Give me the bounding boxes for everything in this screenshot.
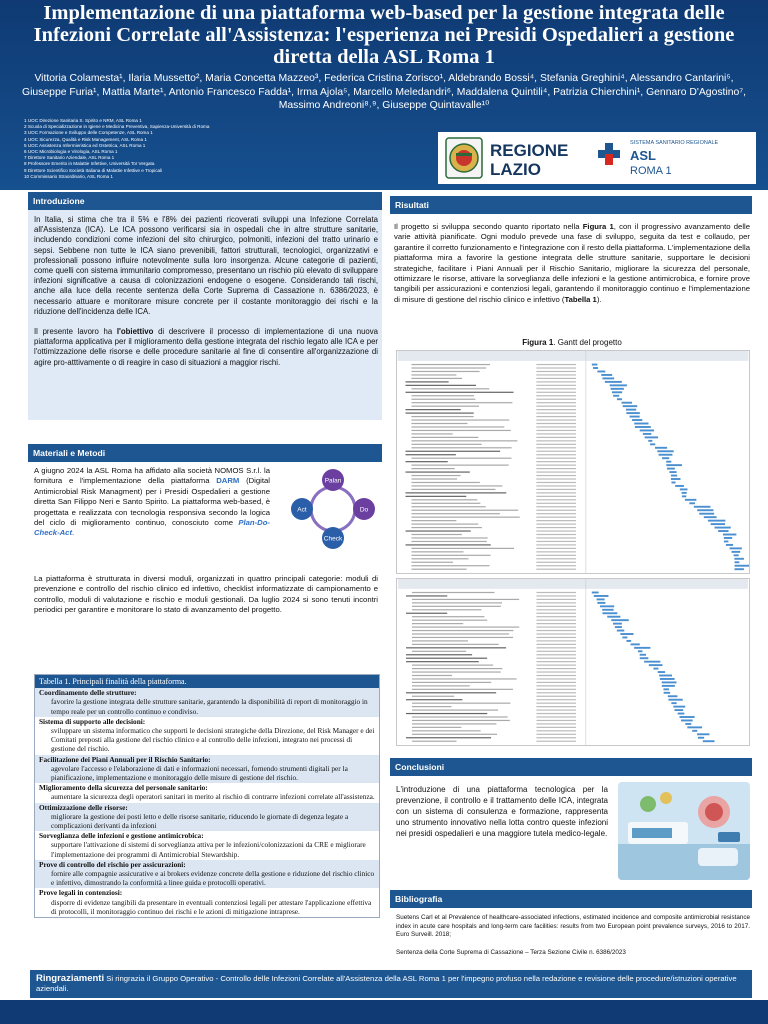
figure-1-caption: Figura 1. Gantt del progetto (522, 338, 622, 347)
gantt-task-row (411, 499, 696, 501)
gantt-task-row (411, 565, 750, 567)
affiliation-item: 5 UOC Assistenza Infermieristica ed Ostetrica, ASL Roma 1 (24, 142, 146, 148)
table-row-heading: Ottimizzazione delle risorse: (39, 802, 128, 812)
table-1-caption: Tabella 1. Principali finalità della piattaforma. (35, 675, 379, 688)
gantt-bar (666, 464, 682, 466)
gantt-task-row (412, 616, 620, 618)
gantt-bar (622, 402, 632, 404)
gantt-bar (617, 398, 622, 400)
gantt-bar (602, 612, 617, 614)
gantt-task-row (406, 384, 627, 386)
asl-logo-line2: ROMA 1 (630, 165, 672, 177)
gantt-bar (634, 423, 648, 425)
gantt-task-row (411, 364, 597, 366)
gantt-task-row (411, 540, 728, 542)
gantt-task-row (406, 737, 704, 739)
gantt-task-row (412, 706, 685, 708)
gantt-task-row (412, 650, 643, 652)
intro-paragraph-2: Il presente lavoro ha l'obiettivo di descrivere il processo di implementazione di una nuova piattaforma applicativa per il miglioramento della gestione integrata del rischio legato alle ICA e per l'ottimizzazione delle risorse e delle procedure sanitarie al fine di consentire all'organizzazione di agire pro-atttivamente o di reagire in caso di situazioni a maggior rischi. (34, 327, 378, 367)
gantt-task-row (412, 720, 693, 722)
gantt-bar (597, 602, 605, 604)
gantt-task-row (412, 695, 678, 697)
gantt-bar (724, 537, 732, 539)
gantt-task-row (411, 554, 738, 556)
gantt-bar (689, 502, 695, 504)
gantt-task-row (411, 485, 683, 487)
table-row (35, 717, 379, 755)
gantt-task-row (412, 605, 614, 607)
gantt-bar (653, 668, 658, 670)
gantt-task-row (411, 440, 652, 442)
affiliation-item: 6 UOC Microbiologia e Virologia, ASL Roma 1 (24, 149, 118, 155)
gantt-bar (735, 565, 750, 567)
pdca-do: Do (359, 506, 369, 514)
table-row-heading: Miglioramento della sicurezza del personale sanitario: (39, 783, 208, 793)
methods-paragraph-2: La piattaforma è strutturata in diversi moduli, organizzati in quattro principali categorie: moduli di prevenzione e controllo del rischio clinico ed infettivo, checklist informatizzate di campionamento e controllo, moduli di valutazione e rischio e moduli gestionali. Da luglio 2024 si sono tenuti incontri periodici per garantire e monitorare lo stato di avanzamento del progetto. (34, 574, 378, 615)
gantt-bar (662, 685, 675, 687)
gantt-task-row (412, 619, 629, 621)
darm-name: DARM (216, 476, 240, 486)
gantt-task-row (411, 436, 658, 438)
gantt-bar (659, 454, 673, 456)
gantt-task-row (411, 482, 675, 484)
table-row-text: agevolare l'accesso e l'elaborazione di dati e informazioni necessari, fornendo strumenti digitali per la pianificazione, implementazione e monitoraggio delle misure di gestione del rischio. (51, 763, 348, 783)
gantt-bar (671, 475, 677, 477)
gantt-bar (593, 367, 598, 369)
gantt-task-row (412, 609, 614, 611)
gantt-bar (597, 371, 605, 373)
gantt-bar (726, 544, 733, 546)
gantt-task-row (406, 381, 622, 383)
gantt-bar (640, 657, 649, 659)
poster-title: Implementazione di una piattaforma web-based per la gestione integrata delle Infezioni Correlate all'Assistenza: l'esperienza nei Presidi Ospedalieri a gestione diretta della ASL Roma 1 (33, 2, 735, 68)
gantt-task-row (411, 416, 639, 418)
pdca-plan: Palan (324, 477, 342, 485)
gantt-task-row (412, 640, 631, 642)
gantt-task-row (411, 395, 619, 397)
gantt-task-row (411, 374, 612, 376)
gantt-task-row (411, 520, 725, 522)
gantt-bar (602, 377, 614, 379)
gantt-task-row (406, 657, 648, 659)
acknowledgements: Ringraziamenti Si ringrazia il Gruppo Operativo - Controllo delle Infezioni Correlate all'Assistenza della ASL Roma 1 per l'impegno profuso nella redazione e revisione delle procedure/istruzioni operative aziendali. (30, 970, 752, 998)
methods-heading: Materiali e Metodi (28, 444, 382, 462)
gantt-task-row (412, 733, 710, 735)
affiliation-item: 1 UOC Direzione Sanitaria S. Spirito e NRM, ASL Roma 1 (24, 118, 142, 123)
gantt-bar (708, 520, 725, 522)
gantt-bar (640, 654, 646, 656)
results-paragraph: Il progetto si sviluppa secondo quanto riportato nella Figura 1, con il progressivo avanzamento delle varie attività pianificate. Ogni modulo prevede una fase di sviluppo, seguita da test e collaudo, per garantire il corretto funzionamento e l'integrazione con il resto della piattaforma. L'implementazione della piattaforma mira a favorire la gestione integrata delle strutture sanitarie, supportare le decisioni strategiche, facilitare i Piani Annuali per il Rischio Sanitario, migliorare la sicurezza del personale, ottimizzare le risorse, attivare la sorveglianza delle infezioni e la gestione antimicrobica, e fornire prove tangibili per assicurazioni e contenziosi legali, garantendo il monitoraggio continuo e l'implementazione di misure di gestione del rischio clinico e infettivo (Tabella 1). (394, 222, 751, 304)
gantt-task-row (411, 534, 736, 536)
table-row-text: migliorare la gestione dei posti letto e delle risorse sanitarie, riducendo le giornate di degenza legate a complicazioni derivanti da infezioni (51, 811, 349, 831)
gantt-task-row (406, 713, 684, 715)
gantt-task-row (411, 402, 632, 404)
gantt-chart-part-1 (396, 350, 750, 574)
affiliation-item: 7 Direttore Sanitario Aziendale, ASL Roma 1 (24, 155, 115, 161)
gantt-bar (671, 478, 681, 480)
gantt-bar (645, 436, 658, 438)
gantt-bar (699, 513, 714, 515)
gantt-task-row (411, 475, 677, 477)
gantt-task-row (406, 461, 672, 463)
gantt-task-row (411, 388, 623, 390)
gantt-task-row (411, 429, 654, 431)
affiliation-item: 8 Professore Emerito in Malattie Infettive, Università Tor Vergata (24, 161, 155, 167)
gantt-chart-part-2 (396, 578, 750, 746)
gantt-task-row (411, 464, 682, 466)
gantt-task-row (406, 530, 729, 532)
gantt-task-row (411, 457, 669, 459)
gantt-task-row (411, 478, 680, 480)
gantt-bar (724, 540, 728, 542)
gantt-bar (734, 554, 739, 556)
gantt-bar (607, 616, 620, 618)
gantt-bar (626, 409, 636, 411)
gantt-bar (601, 374, 612, 376)
intro-text (34, 215, 378, 378)
gantt-bar (704, 516, 717, 518)
affiliation-list (24, 118, 404, 180)
gantt-bar (648, 440, 652, 442)
gantt-task-row (411, 371, 605, 373)
gantt-bar (682, 492, 687, 494)
gantt-bar (732, 551, 741, 553)
table-row-heading: Sorveglianza delle infezioni e gestione antimicrobica: (39, 831, 204, 841)
gantt-task-row (412, 602, 605, 604)
gantt-bar (635, 426, 651, 428)
gantt-bar (612, 391, 622, 393)
gantt-task-row (412, 630, 624, 632)
reference-2: Sentenza della Corte Suprema di Cassazione – Terza Sezione Civile n. 6386/2023 (396, 948, 626, 956)
asl-roma1-logo (594, 136, 754, 180)
gantt-bar (640, 429, 654, 431)
gantt-bar (657, 450, 673, 452)
gantt-bar (667, 468, 675, 470)
gantt-bar (664, 692, 670, 694)
gantt-bar (718, 530, 728, 532)
gantt-task-row (411, 516, 716, 518)
gantt-bar (650, 443, 655, 445)
gantt-task-row (411, 423, 648, 425)
gantt-bar (723, 534, 736, 536)
gantt-task-row (406, 495, 687, 497)
asl-logo-line1: ASL (630, 148, 656, 163)
bibliography-list (396, 914, 750, 967)
table-row-heading: Facilitazione dei Piani Annuali per il Rischio Sanitario: (39, 754, 211, 764)
gantt-bar (660, 678, 675, 680)
asl-logo-top: SISTEMA SANITARIO REGIONALE (630, 140, 719, 146)
gantt-bar (623, 405, 637, 407)
pdca-check: Check (323, 535, 343, 543)
gantt-bar (594, 595, 609, 597)
gantt-bar (658, 671, 665, 673)
table-row-text: disporre di evidenze tangibili da presentare in eventuali contenziosi legali per attestare l'applicazione effettiva di protocolli, il monitoraggio continuo dei rischi e le azioni di mitigazione intraprese. (51, 897, 372, 916)
table-row-text: supportare l'attivazione di sistemi di sorveglianza attiva per le infezioni/colonizzazioni da CRE e migliorare l'implementazione dei programmi di Antimicrobial Stewardship. (51, 840, 366, 859)
gantt-task-row (411, 547, 741, 549)
conclusions-text: L'introduzione di una piattaforma tecnologica per la prevenzione, il controllo e il trattamento delle ICA, integrata con un sistema di consulenza e formazione, rappresenta uno strumento innovativo nella lotta contro queste infezioni nei presidi ospedalieri e una maggiore tutela medico-legale. (396, 785, 608, 838)
gantt-bar (697, 733, 709, 735)
gantt-bar (675, 709, 684, 711)
gantt-bar (602, 609, 613, 611)
gantt-task-row (406, 699, 683, 701)
table-row (35, 688, 379, 717)
table-row-text: aumentare la sicurezza degli operatori sanitari in merito al rischio di contrarre infezioni correlate all'assistenza. (51, 792, 375, 802)
gantt-bar (698, 737, 704, 739)
gantt-task-row (412, 723, 691, 725)
table-row (35, 860, 379, 889)
pdca-name: Plan-Do-Check-Act (34, 518, 270, 538)
table-row-heading: Coordinamento delle strutture: (39, 688, 137, 698)
gantt-bar (662, 681, 677, 683)
gantt-task-row (411, 419, 642, 421)
footer-band (0, 1000, 768, 1024)
gantt-task-row (412, 675, 672, 677)
methods-paragraph-1: A giugno 2024 la ASL Roma ha affidato alla società NOMOS S.r.l. la fornitura e l'implementazione della piattaforma DARM (Digital Antimicrobial Risk Managment) per i Presidi Ospedalieri a gestione diretta San Filippo Neri e Santo Spirito. La piattaforma web-based, è progettata e realizzata con tecnologia responsiva secondo la logica del ciclo di miglioramento continuo, conosciuto come Plan-Do-Check-Act. (34, 466, 270, 538)
gantt-bar (668, 695, 678, 697)
gantt-bar (735, 568, 744, 570)
gantt-task-row (411, 468, 674, 470)
table-row-heading: Prove di controllo del rischio per assicurazioni: (39, 859, 186, 869)
gantt-task-row (411, 568, 743, 570)
lazio-logo-line2: LAZIO (490, 160, 541, 179)
gantt-bar (611, 619, 628, 621)
gantt-task-row (412, 637, 627, 639)
gantt-bar (631, 643, 640, 645)
gantt-task-row (406, 450, 674, 452)
gantt-task-row (412, 740, 715, 742)
affiliation-item: 2 Scuola di Specializzazione in Igiene e Medicina Preventiva, Sapienza-Università di Roma (24, 124, 210, 130)
table-row (35, 803, 379, 832)
gantt-task-row (412, 688, 669, 690)
affiliation-item: 4 UOC Sicurezza, Qualità e Risk Management, ASL Roma 1 (24, 136, 147, 142)
gantt-task-row (412, 678, 675, 680)
gantt-bar (666, 461, 671, 463)
gantt-task-row (411, 527, 730, 529)
pdca-act: Act (297, 506, 307, 514)
gantt-task-row (412, 664, 663, 666)
gantt-task-row (411, 502, 695, 504)
gantt-bar (682, 495, 686, 497)
gantt-bar (735, 561, 740, 563)
gantt-header-row (398, 579, 748, 589)
table-row-text: sviluppare un sistema informatico che supporti le decisioni strategiche della Direzione, del Risk Manager e dei Comitati preposti alla gestione del rischio clinico e al controllo delle infezioni, integrato nei processi di gestione del rischio. (51, 726, 375, 754)
gantt-bar (615, 626, 622, 628)
gantt-bar (592, 592, 599, 594)
gantt-bar (711, 523, 725, 525)
gantt-bar (644, 661, 660, 663)
table-row-text: fornire alle compagnie assicurative e ai brokers evidenze concrete della gestione e riduzione del rischio clinico e infettivo, dimostrando la conformità a linee guida e protocolli operativi. (51, 869, 375, 888)
gantt-bar (622, 637, 627, 639)
gantt-bar (632, 419, 642, 421)
gantt-task-row (412, 626, 622, 628)
gantt-bar (669, 471, 676, 473)
gantt-bar (680, 488, 688, 490)
gantt-task-row (406, 412, 640, 414)
gantt-task-row (412, 726, 702, 728)
hospital-illustration (618, 782, 750, 880)
gantt-task-row (412, 633, 634, 635)
gantt-task-row (406, 692, 670, 694)
intro-heading: Introduzione (28, 192, 382, 210)
gantt-bar (673, 706, 685, 708)
gantt-bar (685, 723, 691, 725)
gantt-bar (643, 433, 651, 435)
gantt-bar (597, 598, 605, 600)
gantt-task-row (411, 367, 598, 369)
gantt-task-row (411, 443, 655, 445)
table-row-text: favorire la gestione integrata delle strutture sanitarie, garantendo la disponibilità di report di monitoraggio in tempo reale per un controllo continuo e condiviso. (51, 697, 368, 716)
gantt-task-row (411, 488, 687, 490)
gantt-bar (630, 416, 640, 418)
gantt-bar (611, 388, 624, 390)
gantt-header-row (398, 351, 749, 361)
lazio-logo-line1: REGIONE (490, 141, 569, 160)
gantt-task-row (406, 654, 646, 656)
gantt-bar (634, 647, 650, 649)
gantt-task-row (406, 544, 734, 546)
gantt-bar (694, 506, 711, 508)
gantt-bar (638, 650, 643, 652)
gantt-task-row (406, 454, 673, 456)
gantt-bar (663, 688, 669, 690)
gantt-bar (692, 730, 697, 732)
gantt-task-row (406, 471, 677, 473)
gantt-bar (715, 527, 731, 529)
regione-lazio-logo (444, 136, 604, 180)
gantt-task-row (412, 592, 599, 594)
gantt-bar (600, 605, 614, 607)
gantt-bar (685, 499, 696, 501)
author-list: Vittoria Colamesta¹, Ilaria Mussetto², Maria Concetta Mazzeo³, Federica Cristina Zorisco¹, Aldebrando Bossi⁴, Stefania Greghini⁴, Alessandro Cantarini⁵, Giuseppe Furia¹, Mattia Marte¹, Antonio Francesco Fadda¹, Irma Ajola⁵, Marcello Meledandri⁶, Maddalena Quintili⁴, Patrizia Chierchini¹, Gennaro D'Agostino⁷, Massimo Andreoni⁸˒⁹, Giuseppe Quintavalle¹⁰ (22, 73, 746, 111)
gantt-task-row (412, 643, 640, 645)
gantt-task-row (412, 716, 695, 718)
gantt-task-row (411, 513, 714, 515)
gantt-task-row (411, 561, 739, 563)
table-row (35, 755, 379, 784)
gantt-task-row (411, 551, 740, 553)
gantt-bar (662, 457, 669, 459)
gantt-task-row (406, 661, 660, 663)
gantt-task-row (412, 681, 677, 683)
gantt-task-row (406, 492, 687, 494)
gantt-bar (668, 699, 682, 701)
gantt-task-row (412, 598, 605, 600)
gantt-bar (730, 547, 742, 549)
affiliation-item: 9 Direttore Scientifico Società Italiana di Malattie Infettive e Tropicali (24, 167, 163, 173)
reference-1: Suetens Carl et al Prevalence of healthcare-associated infections, estimated incidence and composite antimicrobial resistance index in acute care hospitals and long-term care facilities: results from two European point prevalence surveys, 2016 to 2017. Euro Surveill. 2018; (396, 914, 750, 939)
gantt-bar (680, 716, 695, 718)
table-1 (34, 674, 380, 918)
gantt-bar (671, 482, 675, 484)
table-row (35, 783, 379, 802)
gantt-bar (620, 633, 633, 635)
gantt-task-row (411, 405, 637, 407)
gantt-bar (617, 630, 624, 632)
gantt-task-row (412, 685, 675, 687)
gantt-bar (655, 447, 667, 449)
gantt-bar (649, 664, 663, 666)
gantt-task-row (406, 647, 650, 649)
gantt-bar (626, 640, 631, 642)
results-heading: Risultati (390, 196, 752, 214)
conclusions-heading: Conclusioni (390, 758, 752, 776)
table-row (35, 831, 379, 860)
gantt-task-row (406, 409, 637, 411)
gantt-task-row (412, 671, 665, 673)
gantt-bar (675, 485, 684, 487)
gantt-task-row (411, 377, 614, 379)
gantt-bar (697, 509, 713, 511)
gantt-task-row (412, 702, 677, 704)
gantt-task-row (411, 447, 667, 449)
affiliation-item: 10 Commissario Straordinario, ASL Roma 1 (24, 173, 113, 179)
table-1-body (35, 688, 379, 917)
gantt-task-row (411, 433, 651, 435)
gantt-bar (734, 558, 744, 560)
gantt-task-row (411, 509, 713, 511)
gantt-task-row (406, 595, 608, 597)
gantt-task-row (411, 426, 650, 428)
gantt-bar (678, 713, 685, 715)
pdca-cycle-diagram (286, 468, 380, 550)
gantt-task-row (412, 623, 622, 625)
gantt-bar (613, 395, 619, 397)
gantt-bar (613, 623, 622, 625)
gantt-bar (681, 720, 693, 722)
gantt-task-row (412, 668, 658, 670)
gantt-bar (592, 364, 598, 366)
gantt-bar (671, 702, 676, 704)
gantt-task-row (412, 730, 697, 732)
gantt-bar (659, 675, 672, 677)
table-row (35, 888, 379, 917)
gantt-task-row (412, 709, 683, 711)
affiliation-item: 3 UOC Formazione e Sviluppo delle Competenze, ASL Roma 1 (24, 130, 153, 136)
gantt-bar (703, 740, 715, 742)
table-row-heading: Sistema di supporto alle decisioni: (39, 716, 146, 726)
gantt-bar (626, 412, 639, 414)
gantt-task-row (411, 558, 743, 560)
intro-paragraph-1: In Italia, si stima che tra il 5% e l'8% dei pazienti ricoverati sviluppi una Infezione Correlata all'Assistenza (ICA). Le ICA possono verificarsi sia in ospedali che in altre strutture sanitarie, includendo condizioni come infezioni del sito chirurgico, polmoniti, infezioni del tratto urinario e sepsi. Sebbene non tutte le ICA siano prevenibili, fattori strutturali, tecnologici, organizzativi e professionali possono influire notevolmente sulla loro insorgenza. Alcune categorie di pazienti, come quelli con sistema immunitario compromesso, presentano un rischio più elevato di sviluppare infezioni significative a causa di colonizzazioni endogene o esogene. Considerando tali rischi, anche alla luce della recente sentenza della Corte Suprema di Cassazione n. 6386/2023, è necessario attuare e monitorare misure concrete per il costante monitoraggio dei rischi e la riduzione dell'incidenza delle ICA. (34, 215, 378, 316)
table-row-heading: Prove legali in contenziosi: (39, 888, 123, 898)
bibliography-heading: Bibliografia (390, 890, 752, 908)
gantt-bar (610, 384, 627, 386)
gantt-task-row (411, 537, 732, 539)
gantt-task-row (411, 506, 710, 508)
gantt-bar (605, 381, 622, 383)
gantt-task-row (411, 398, 622, 400)
gantt-task-row (406, 391, 623, 393)
gantt-bar (687, 726, 702, 728)
gantt-task-row (411, 523, 725, 525)
